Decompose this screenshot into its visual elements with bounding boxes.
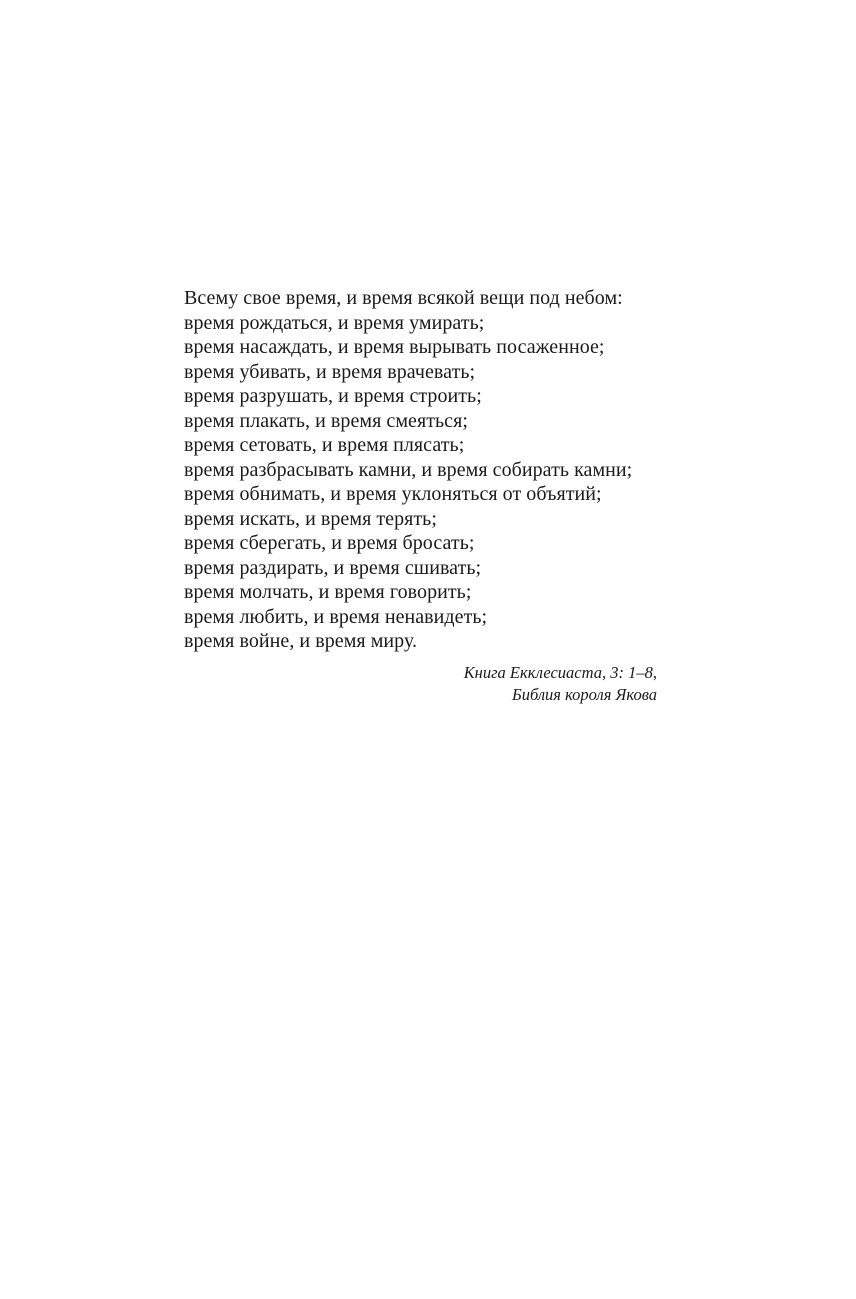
verse-line: время молчать, и время говорить; xyxy=(184,581,472,603)
verse-text xyxy=(184,286,664,654)
epigraph xyxy=(184,286,664,707)
verse-line: время рождаться, и время умирать; xyxy=(184,311,485,334)
verse-line: время убивать, и время врачевать; xyxy=(184,360,476,383)
verse-line: время разбрасывать камни, и время собирать камни; xyxy=(184,458,633,481)
verse-line: время любить, и время ненавидеть; xyxy=(184,605,488,628)
verse-line: время войне, и время миру. xyxy=(184,630,418,652)
verse-line: время насаждать, и время вырывать посаженное; xyxy=(184,336,605,358)
verse-line: время разрушать, и время строить; xyxy=(184,385,482,407)
attribution-edition: Библия короля Якова xyxy=(511,685,657,704)
verse-line: время плакать, и время смеяться; xyxy=(184,409,468,432)
verse-line: время искать, и время терять; xyxy=(184,507,437,530)
verse-line: время обнимать, и время уклоняться от объятий; xyxy=(184,483,602,505)
attribution-source: Книга Екклесиаста, 3: 1–8, xyxy=(463,662,657,682)
verse-line: Всему свое время, и время всякой вещи под небом: xyxy=(184,287,623,309)
verse-line: время раздирать, и время сшивать; xyxy=(184,556,482,579)
verse-line: время сетовать, и время плясать; xyxy=(184,434,465,456)
attribution xyxy=(184,662,657,707)
verse-line: время сберегать, и время бросать; xyxy=(184,532,475,554)
